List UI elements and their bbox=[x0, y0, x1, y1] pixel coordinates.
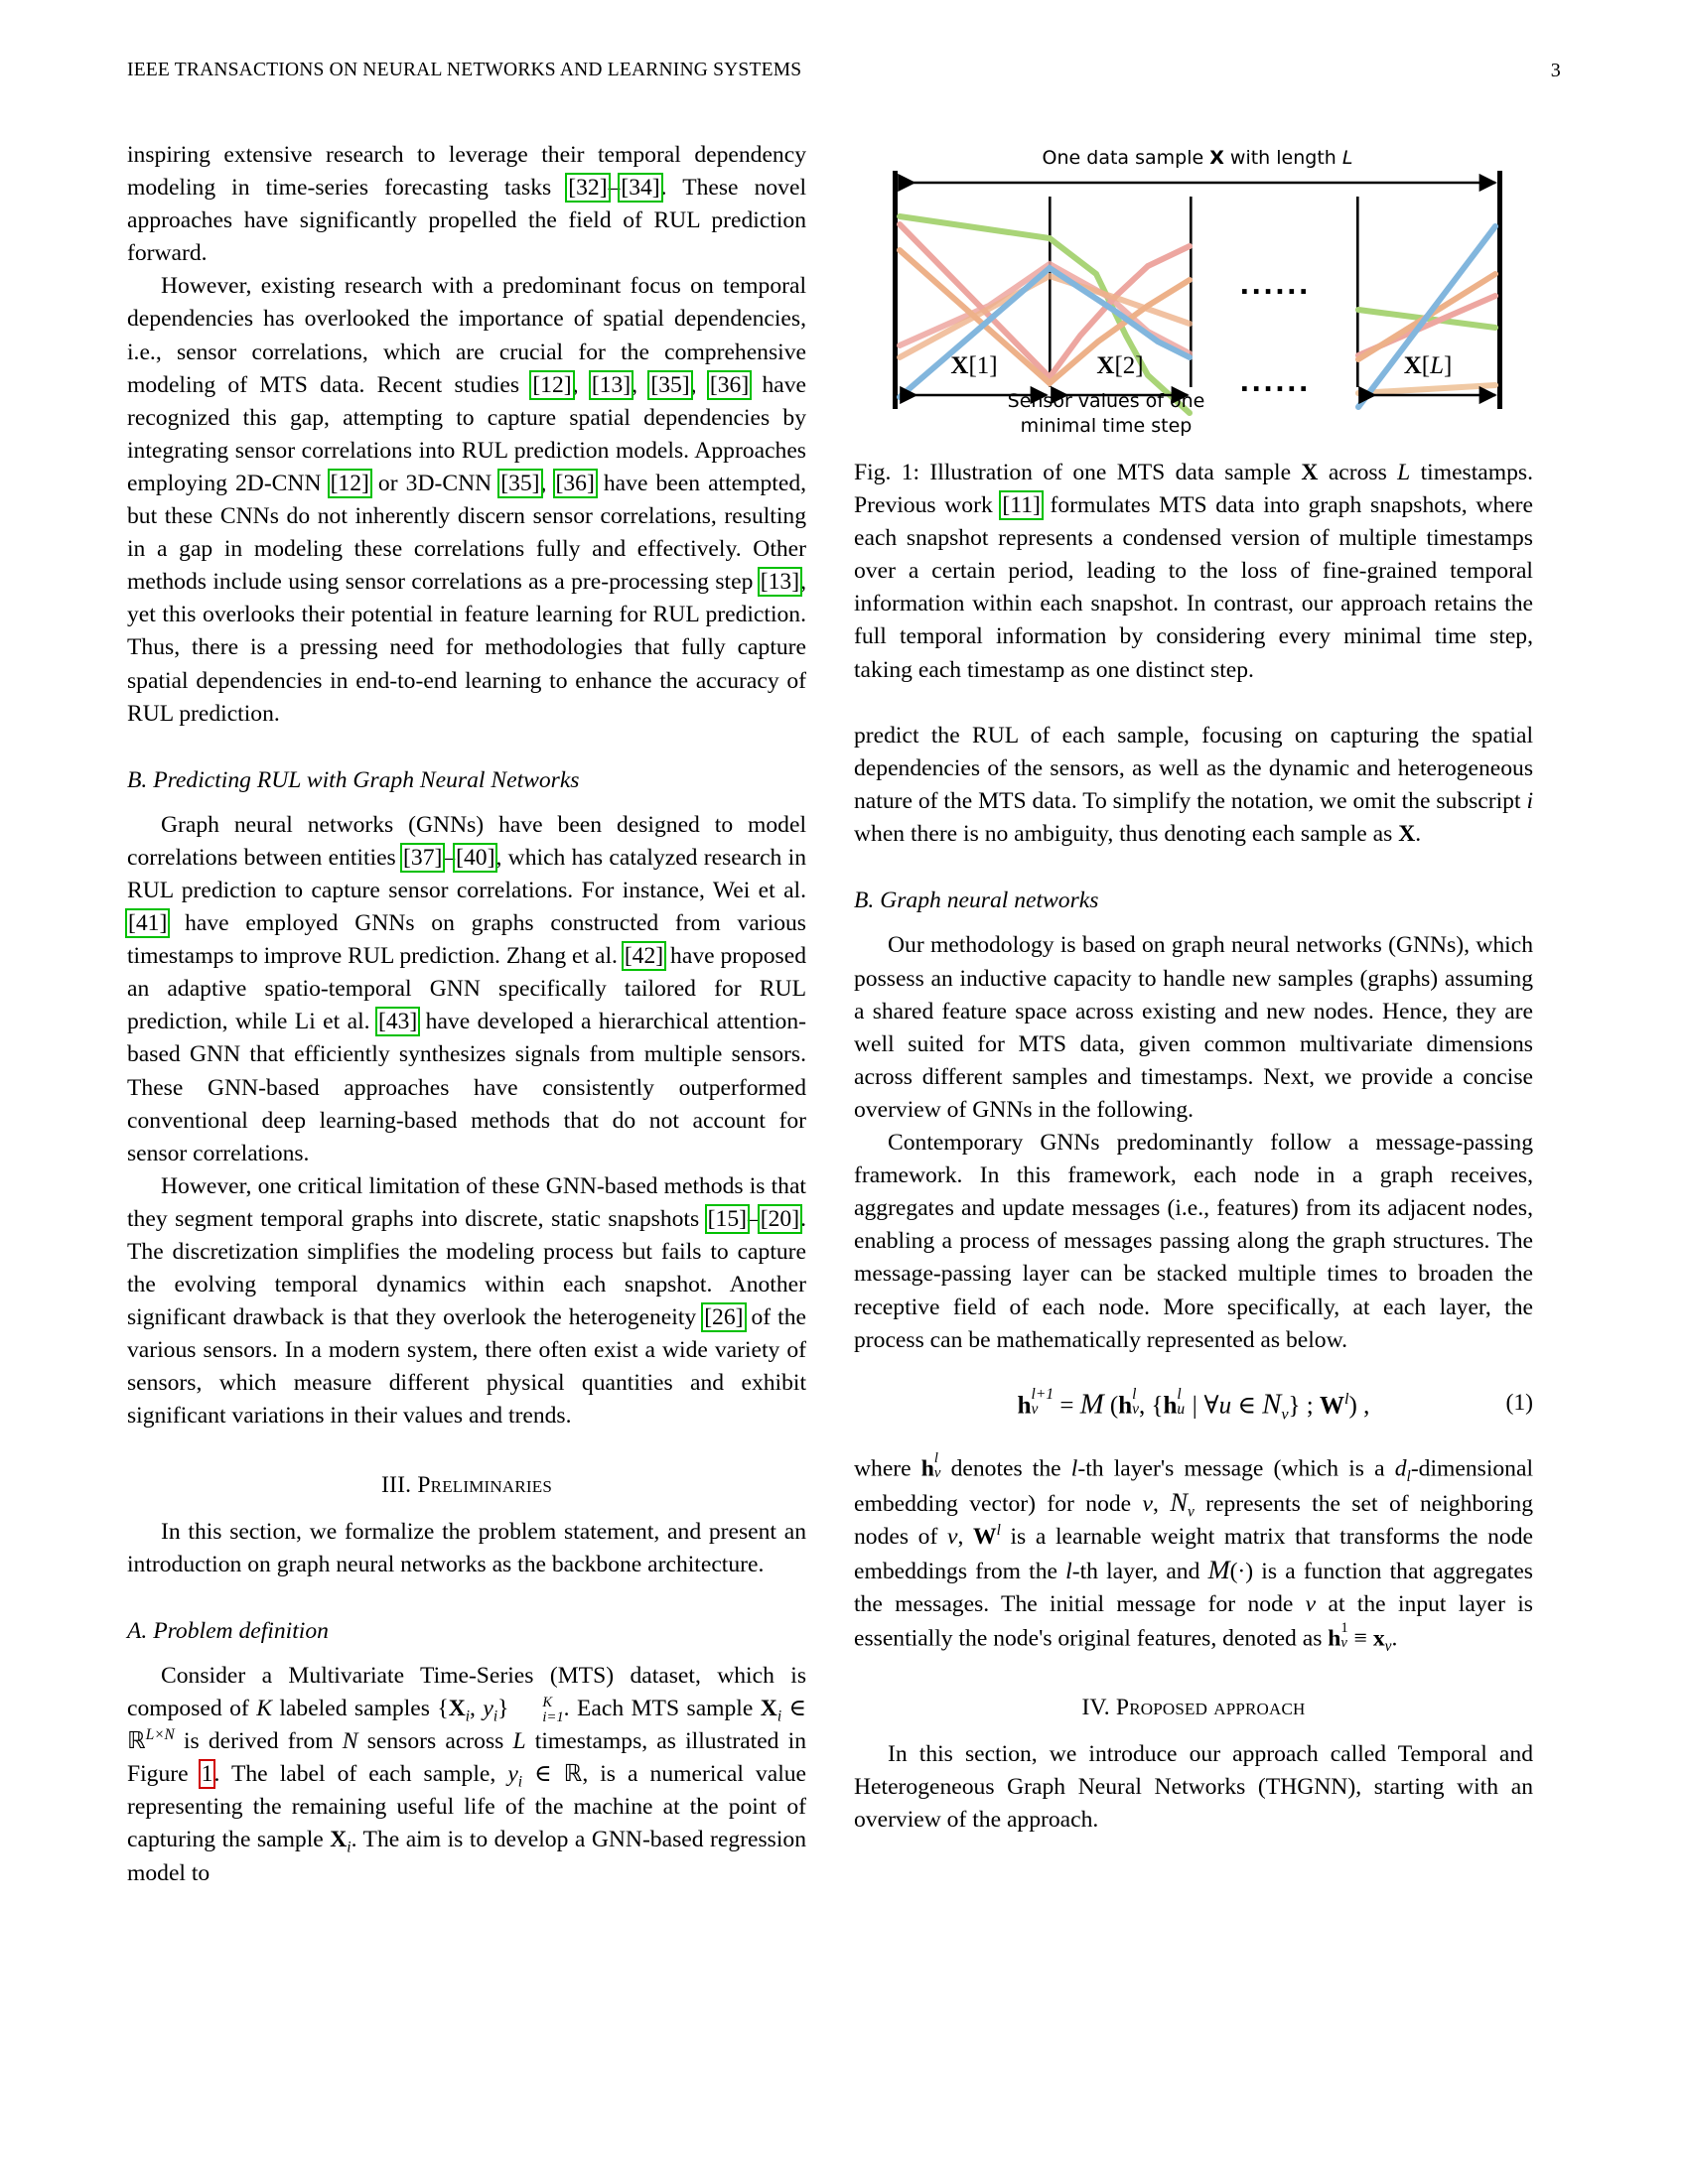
para-gnn-t5: have proposed an adaptive spatio-temporal GNN specifically tailored for RUL prediction, while Li et al. bbox=[127, 943, 806, 1035]
heading-subsection-B-gnn: B. Graph neural networks bbox=[854, 887, 1099, 914]
para-where-t8: is a learnable weight matrix that transforms the node embeddings from the bbox=[854, 1523, 1533, 1584]
heading-section-IV: IV. Proposed approach bbox=[1081, 1694, 1306, 1720]
para-prob-t4: is derived from bbox=[174, 1728, 343, 1755]
para-gnn-t6: have developed a hierarchical attention-based GNN that efficiently synthesizes signals from multiple sensors. These GNN-based approaches have consistently outperformed conventional deep learning-based methods that do not account for sensor correlations. bbox=[127, 1009, 806, 1166]
citation-link-42[interactable]: [42] bbox=[624, 943, 664, 970]
math-x-sub-v: v bbox=[1384, 1638, 1392, 1656]
math-h-1-v: h bbox=[1328, 1625, 1341, 1652]
math-calM-arg: (·) bbox=[1229, 1558, 1254, 1584]
math-K: K bbox=[256, 1696, 272, 1722]
paragraph-however bbox=[127, 270, 806, 730]
para-prob-t8: , is a numerical value representing the remaining useful life of the machine at the point of capturing the sample bbox=[127, 1761, 807, 1853]
para-prob-t2: labeled samples bbox=[271, 1696, 438, 1722]
eq-h1: h bbox=[1118, 1391, 1133, 1419]
math-d: d bbox=[1394, 1455, 1407, 1482]
eq-lhs-limits: l+1 v bbox=[1031, 1385, 1055, 1419]
left-column bbox=[127, 139, 806, 1890]
para-pred-t2: when there is no ambiguity, thus denoting each sample as bbox=[854, 821, 1399, 848]
figure-panel-label-L: X[L] bbox=[1403, 352, 1453, 379]
math-y-i: y bbox=[507, 1761, 518, 1788]
citation-link-26[interactable]: [26] bbox=[704, 1304, 744, 1331]
figure-caption-t1: Illustration of one MTS data sample bbox=[919, 460, 1302, 485]
figure-left-boundary bbox=[893, 171, 898, 409]
para-where-t7: , bbox=[957, 1523, 973, 1550]
math-real-set: ℝ bbox=[127, 1728, 146, 1755]
figure-caption-symbol-X: X bbox=[1301, 460, 1319, 485]
math-calN-sub-v: v bbox=[1187, 1503, 1195, 1521]
math-sub-i-5: i bbox=[347, 1840, 352, 1857]
para-prob-t7: . The label of each sample, bbox=[213, 1761, 508, 1788]
para-gnn-t4: have employed GNNs on graphs constructed from various timestamps to improve RUL prediction. Zhang et al. bbox=[127, 910, 806, 970]
citation-link-41[interactable]: [41] bbox=[128, 910, 168, 937]
para-where-t4: -dimensional embedding vector) for node bbox=[854, 1455, 1533, 1517]
figure-top-label-mid: with length bbox=[1223, 147, 1342, 169]
math-sub-i-1: i bbox=[465, 1707, 470, 1725]
para-lim-t4: of the various sensors. In a modern system, there often exist a wide variety of sensors, which measure different physical quantities and exhibit significant variations in their values and trends. bbox=[127, 1304, 806, 1430]
figure-caption-symbol-L: L bbox=[1397, 460, 1411, 485]
para-where-t2: denotes the bbox=[940, 1455, 1071, 1482]
math-in-R: ∈ ℝ bbox=[522, 1761, 583, 1788]
paragraph-continued bbox=[127, 139, 806, 270]
math-d-sub-l: l bbox=[1406, 1468, 1411, 1486]
para-however-t2: , bbox=[572, 371, 591, 398]
para-however-t7: , bbox=[540, 470, 555, 496]
equation-1 bbox=[854, 1387, 1533, 1422]
page-number: 3 bbox=[1550, 60, 1561, 81]
para-cont-t1: inspiring extensive research to leverage their temporal dependency modeling in time-series forecasting tasks bbox=[127, 142, 806, 202]
eq-equals: = bbox=[1054, 1391, 1080, 1419]
math-subscript-i: i bbox=[1526, 788, 1533, 815]
math-X-i-2: X bbox=[330, 1827, 348, 1853]
para-where-t3: -th layer's message (which is a bbox=[1077, 1455, 1395, 1482]
math-l-2: l bbox=[1065, 1558, 1072, 1584]
para-where-t6: represents the set of neighboring nodes of bbox=[854, 1490, 1534, 1550]
para-gnn-t2: – bbox=[443, 844, 456, 871]
math-h-limits-1: l v bbox=[933, 1450, 941, 1481]
math-sub-i-2: i bbox=[492, 1707, 498, 1725]
para-however-t5: have recognized this gap, attempting to capture spatial dependencies by integrating sensor correlations into RUL prediction models. Approaches employing 2D-CNN bbox=[127, 371, 807, 496]
para-where-t9: -th layer, and bbox=[1071, 1558, 1208, 1584]
paragraph-methodology: Our methodology is based on graph neural networks (GNNs), which possess an inductive capacity to handle new samples (graphs) assuming a shared feature space across existing and new nodes. Hence, they are well suited for MTS data, given common multivariate dimensions across different samples and timestamps. Next, we provide a concise overview of GNNs in the following. bbox=[854, 932, 1533, 1123]
running-head bbox=[127, 60, 1561, 85]
math-X-sample: X bbox=[1398, 821, 1416, 848]
citation-link-43[interactable]: [43] bbox=[377, 1009, 418, 1035]
figure-top-label-X: X bbox=[1209, 147, 1224, 169]
paragraph-contemporary-gnn: Contemporary GNNs predominantly follow a message-passing framework. In this framework, each node in a graph receives, aggregates and update messages (i.e., features) from its adjacent nodes, enabling a process of messages passing along the graph structures. The message-passing layer can be stacked multiple times to broaden the receptive field of each node. More specifically, at each layer, the process can be mathematically represented as below. bbox=[854, 1130, 1533, 1353]
figure-sep-1 bbox=[1049, 197, 1052, 387]
citation-link-35a[interactable]: [35] bbox=[650, 371, 690, 398]
figure-sensor-lines-left bbox=[900, 216, 1190, 413]
para-cont-t3: . These novel approaches have significantly propelled the field of RUL prediction forward. bbox=[127, 175, 806, 267]
para-however-t4: , bbox=[690, 371, 709, 398]
para-where-t5: , bbox=[1153, 1490, 1171, 1517]
heading-section-III: III. Preliminaries bbox=[380, 1471, 553, 1498]
heading-subsection-A-problem: A. Problem definition bbox=[127, 1617, 329, 1644]
math-v-2: v bbox=[946, 1523, 958, 1550]
para-where-t12: . bbox=[1391, 1625, 1398, 1652]
eq-lhs-h: h bbox=[1017, 1391, 1032, 1419]
para-prob-t5: sensors across bbox=[357, 1728, 513, 1755]
para-cont-t2: – bbox=[608, 175, 621, 202]
eq-mid: | ∀u ∈ bbox=[1185, 1391, 1263, 1419]
para-prob-t9: . The aim is to develop a GNN-based regression model to bbox=[127, 1827, 806, 1886]
citation-link-12b[interactable]: [12] bbox=[330, 470, 369, 496]
para-lim-t1: However, one critical limitation of these GNN-based methods is that they segment temporal graphs into discrete, static snapshots bbox=[127, 1172, 806, 1232]
journal-title: IEEE TRANSACTIONS ON NEURAL NETWORKS AND LEARNING SYSTEMS bbox=[127, 60, 802, 80]
figure-bottom-label bbox=[957, 389, 1255, 439]
eq-W: W bbox=[1320, 1391, 1344, 1419]
eq-close1: } ; bbox=[1288, 1391, 1320, 1419]
heading-subsection-B-related: B. Predicting RUL with Graph Neural Networks bbox=[127, 766, 580, 793]
para-prob-t6: timestamps, as illustrated in Figure bbox=[127, 1728, 807, 1788]
math-calN-1: N bbox=[1170, 1486, 1188, 1517]
math-calM-1: M bbox=[1207, 1554, 1230, 1584]
para-where-t11: at the input layer is essentially the node's original features, denoted as bbox=[854, 1590, 1533, 1652]
figure-1 bbox=[850, 147, 1545, 445]
math-h-limits-2: 1 v bbox=[1340, 1619, 1348, 1651]
citation-link-34[interactable]: [34] bbox=[621, 175, 660, 202]
paragraph-gnn bbox=[127, 809, 806, 1170]
figure-panel-label-2: X[2] bbox=[1096, 352, 1144, 379]
figure-caption bbox=[854, 457, 1533, 687]
para-however-t9: , yet this overlooks their potential in feature learning for RUL prediction. Thus, there is a pressing need for methodologies that fully capture spatial dependencies in end-to-end learning to enhance the accuracy of RUL prediction. bbox=[127, 569, 806, 727]
para-pred-t1: predict the RUL of each sample, focusing on capturing the spatial dependencies of the sensors, as well as the dynamic and heterogeneous nature of the MTS data. To simplify the notation, we omit the subscript bbox=[854, 723, 1533, 815]
math-L: L bbox=[512, 1728, 526, 1755]
paragraph-limitation bbox=[127, 1170, 806, 1433]
para-however-t3: , bbox=[632, 371, 650, 398]
math-set-limits: K i=1 bbox=[542, 1694, 564, 1725]
citation-link-35b[interactable]: [35] bbox=[500, 470, 540, 496]
figure-sensor-lines-right bbox=[1358, 226, 1495, 407]
citation-link-37[interactable]: [37] bbox=[403, 844, 443, 871]
math-in: ∈ bbox=[781, 1696, 806, 1722]
math-sub-i-4: i bbox=[517, 1773, 523, 1791]
eq-comma: , { bbox=[1139, 1391, 1164, 1419]
figure-top-label-pre: One data sample bbox=[1042, 147, 1210, 169]
math-equiv: ≡ bbox=[1347, 1625, 1373, 1652]
citation-link-32[interactable]: [32] bbox=[568, 175, 608, 202]
citation-link-13b[interactable]: [13] bbox=[760, 569, 800, 596]
paragraph-proposed-approach-intro: In this section, we introduce our approach called Temporal and Heterogeneous Graph Neural Networks (THGNN), starting with an overview of the approach. bbox=[854, 1740, 1533, 1833]
paragraph-predict bbox=[854, 720, 1533, 851]
equation-1-number: (1) bbox=[1505, 1389, 1533, 1416]
figure-right-boundary bbox=[1497, 171, 1502, 409]
eq-calN: N bbox=[1262, 1387, 1282, 1420]
citation-link-12a[interactable]: [12] bbox=[532, 371, 572, 398]
citation-link-11[interactable]: [11] bbox=[1002, 492, 1041, 519]
figure-bottom-label-line2: minimal time step bbox=[1020, 415, 1193, 437]
math-W-1: W bbox=[973, 1523, 997, 1550]
figure-caption-t2: across bbox=[1318, 460, 1398, 485]
citation-link-36a[interactable]: [36] bbox=[709, 371, 750, 398]
para-where-t10: is a function that aggregates the messages. The initial message for node bbox=[854, 1558, 1533, 1617]
math-N: N bbox=[342, 1728, 358, 1755]
para-gnn-t3: , which has catalyzed research in RUL prediction to capture sensor correlations. For instance, Wei et al. bbox=[127, 844, 807, 903]
eq-h2: h bbox=[1163, 1391, 1178, 1419]
para-prob-t1: Consider a Multivariate Time-Series (MTS) dataset, which is composed of bbox=[127, 1662, 806, 1722]
para-lim-t2: – bbox=[747, 1205, 760, 1232]
citation-link-40[interactable]: [40] bbox=[456, 844, 495, 871]
citation-link-36b[interactable]: [36] bbox=[555, 470, 595, 496]
citation-link-15[interactable]: [15] bbox=[707, 1205, 747, 1232]
eq-W-sup: l bbox=[1344, 1389, 1349, 1408]
eq-h1-limits: l v bbox=[1132, 1385, 1140, 1419]
figure-caption-t4: formulates MTS data into graph snapshots, where each snapshot represents a condensed version of multiple timestamps over a certain period, leading to the loss of fine-grained temporal information within each snapshot. In contrast, our approach retains the full temporal information by considering every minimal time step, taking each timestamp as one distinct step. bbox=[854, 492, 1533, 683]
eq-h2-limits: l u bbox=[1177, 1385, 1186, 1419]
figure-caption-label: Fig. 1: bbox=[854, 460, 920, 485]
figure-reference-link-1[interactable]: 1 bbox=[201, 1761, 213, 1788]
eq-calM: M bbox=[1079, 1387, 1104, 1420]
figure-ellipsis-lower: ...... bbox=[1239, 368, 1311, 398]
paragraph-problem-definition bbox=[127, 1660, 806, 1890]
para-however-t1: However, existing research with a predominant focus on temporal dependencies has overlooked the importance of spatial dependencies, i.e., sensor correlations, which are crucial for the comprehensive modeling of MTS data. Recent studies bbox=[127, 273, 806, 398]
figure-panel-label-1: X[1] bbox=[950, 352, 998, 379]
paragraph-where bbox=[854, 1451, 1533, 1655]
para-pred-t3: . bbox=[1415, 821, 1422, 848]
math-h-l-v: h bbox=[920, 1455, 934, 1482]
para-however-t6: or 3D-CNN bbox=[369, 470, 500, 496]
para-where-t1: where bbox=[854, 1455, 921, 1482]
math-x-v: x bbox=[1372, 1625, 1385, 1652]
equation-1-body bbox=[1018, 1387, 1370, 1422]
citation-link-13a[interactable]: [13] bbox=[591, 371, 632, 398]
right-column bbox=[854, 720, 1533, 1837]
para-lim-t3: . The discretization simplifies the modeling process but fails to capture the evolving temporal dynamics within each snapshot. Another significant drawback is that they overlook the heterogeneity bbox=[127, 1205, 806, 1331]
eq-open: ( bbox=[1103, 1391, 1119, 1419]
math-v-3: v bbox=[1305, 1590, 1317, 1617]
figure-bottom-label-line1: Sensor values of one bbox=[1007, 390, 1205, 412]
para-gnn-t1: Graph neural networks (GNNs) have been designed to model correlations between entities bbox=[127, 811, 806, 871]
math-W-sup-l: l bbox=[996, 1521, 1001, 1539]
para-however-t8: have been attempted, but these CNNs do not inherently discern sensor correlations, resulting in a gap in modeling these correlations fully and effectively. Other methods include using sensor correlations as a pre-processing step bbox=[127, 470, 807, 596]
math-sample-set: {$X_i$, $y_i$} K i=1 bbox=[437, 1694, 564, 1725]
figure-caption-t3: timestamps. Previous work bbox=[854, 460, 1533, 519]
math-sub-i-3: i bbox=[776, 1707, 782, 1725]
figure-top-label-L: L bbox=[1341, 147, 1353, 169]
figure-ellipsis-upper: ...... bbox=[1239, 271, 1311, 301]
math-dims-LxN: L×N bbox=[145, 1726, 175, 1744]
eq-calN-sub: v bbox=[1281, 1404, 1289, 1423]
para-prob-t3: . Each MTS sample bbox=[563, 1696, 761, 1722]
citation-link-20[interactable]: [20] bbox=[760, 1205, 800, 1232]
math-v-1: v bbox=[1142, 1490, 1154, 1517]
eq-close2: ) , bbox=[1348, 1391, 1370, 1419]
paragraph-preliminaries: In this section, we formalize the problem statement, and present an introduction on graph neural networks as the backbone architecture. bbox=[127, 1518, 806, 1577]
math-X-i: X bbox=[760, 1696, 777, 1722]
math-l-1: l bbox=[1070, 1455, 1078, 1482]
